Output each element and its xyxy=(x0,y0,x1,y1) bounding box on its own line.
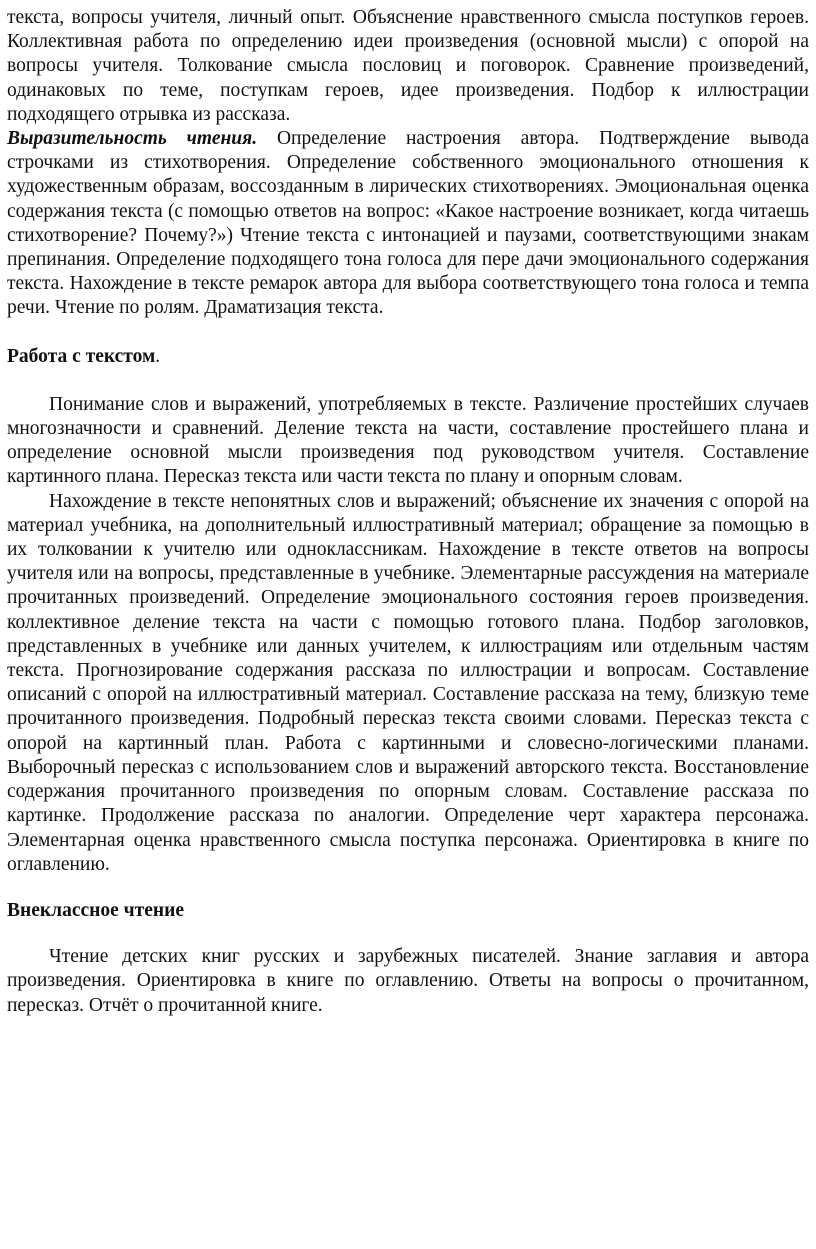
paragraph-reading-analysis: текста, вопросы учителя, личный опыт. Объяснение нравственного смысла поступков героев. Коллективная работа по определению идеи произведения (основной мысли) с опорой на вопросы учителя. Толкование смысла пословиц и поговорок. Сравнение произведений, одинаковых по теме, поступкам героев, идее произведения. Подбор к иллюстрации подходящего отрывка из рассказа. xyxy=(7,7,809,125)
expressive-reading-lead: Выразительность чтения. xyxy=(7,128,258,150)
expressive-reading-text: Определение настроения автора. Подтверждение вывода строчками из стихотворения. Определение собственного эмоционального отношения к художественным образам, воссозданным в лирических стихотворениях. Эмоциональная оценка содержания текста (с помощью ответов на вопрос: «Какое настроение возникает, когда читаешь стихотворение? Почему?») Чтение текста с интонацией и паузами, соответствующими знакам препинания. Определение подходящего тона голоса для пере дачи эмоционального содержания текста. Нахождение в тексте ремарок автора для выбора соответствующего тона голоса и темпа речи. Чтение по ролям. Драматизация текста. xyxy=(7,128,809,319)
paragraph-finding-words: Нахождение в тексте непонятных слов и выражений; объяснение их значения с опорой на материал учебника, на дополнительный иллюстративный материал; обращение за помощью в их толковании к учителю или одноклассникам. Нахождение в тексте ответов на вопросы учителя или на вопросы, представленные в учебнике. Элементарные рассуждения на материале прочитанных произведений. Определение эмоционального состояния героев произведения. коллективное деление текста на части с помощью готового плана. Подбор заголовков, представленных в учебнике или данных учителем, к иллюстрациям или отдельным частям текста. Прогнозирование содержания рассказа по иллюстрации и вопросам. Составление описаний с опорой на иллюстративный материал. Составление рассказа на тему, близкую теме прочитанного произведения. Подробный пересказ текста своими словами. Пересказ текста с опорой на картинный план. Работа с картинными и словесно-логическими планами. Выборочный пересказ с использованием слов и выражений авторского текста. Восстановление содержания прочитанного произведения по опорным словам. Составление рассказа по картинке. Продолжение рассказа по аналогии. Определение черт характера персонажа. Элементарная оценка нравственного смысла поступка персонажа. Ориентировка в книге по оглавлению. xyxy=(7,490,809,875)
paragraph-understanding-words: Понимание слов и выражений, употребляемых в тексте. Различение простейших случаев многозначности и сравнений. Деление текста на части, составление простейшего плана и определение основной мысли произведения под руководством учителя. Составление картинного плана. Пересказ текста или части текста по плану и опорным словам. xyxy=(7,393,809,488)
heading-extracurricular-reading: Внеклассное чтение xyxy=(7,899,185,921)
heading-text-work xyxy=(7,345,809,369)
paragraph-extracurricular-reading: Чтение детских книг русских и зарубежных писателей. Знание заглавия и автора произведения. Ориентировка в книге по оглавлению. Ответы на вопросы о прочитанном, пересказ. Отчёт о прочитанной книге. xyxy=(7,946,809,1016)
paragraph-expressive-reading xyxy=(7,127,809,321)
heading-text-work-dot: . xyxy=(155,345,161,367)
heading-text-work-label: Работа с текстом xyxy=(7,345,156,367)
